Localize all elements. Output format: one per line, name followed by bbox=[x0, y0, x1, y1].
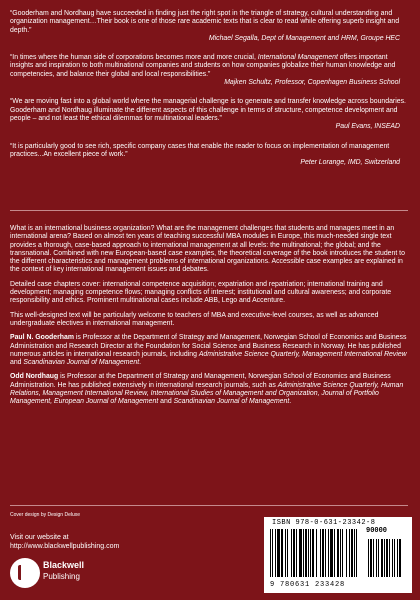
endorsements bbox=[10, 10, 408, 178]
publisher-sub: Publishing bbox=[43, 572, 80, 581]
description-paragraph: Detailed case chapters cover: international competence acquisition; expatriation and repatriation; international training and development; managing competence flows; managing conflicts of interest; institutional and cultural awareness; and corporate responsibility and ethics. Prominent multinational cases include ABB, Lego and Accenture. bbox=[10, 280, 392, 305]
quote-text: “Gooderham and Nordhaug have succeeded in finding just the right spot in the triangle of strategy, cultural understanding and organization management…Their book is one of those rare academic texts that is clear to read while offering superb insight and depth.” bbox=[10, 10, 400, 34]
barcode-panel bbox=[264, 517, 412, 593]
author-bio-nordhaug: Odd Nordhaug is Professor at the Department of Strategy and Management, Norwegian School of Economics and Business Administration. He has published extensively in international research journals, such as Administrative Science Quarterly, Human Relations, Management International Review, International Studies of Management and Organization, Journal of Portfolio Management, European Journal of Management and Scandinavian Journal of Management. bbox=[10, 373, 404, 406]
website-link[interactable]: http://www.blackwellpublishing.com bbox=[10, 543, 120, 550]
quote-schultz bbox=[10, 54, 408, 87]
description-paragraph: What is an international business organization? What are the management challenges that students and managers meet in an international arena? Based on almost ten years of teaching successful MBA modules in Europe, this much-needed single text provides a thorough, case-based approach to international management at all levels: the multinational; the global; and the transnational. Combined with new European-based case examples, the theoretical coverage of the book introduces the student to the different characteristics and management problems of international organizations. Accessible case examples are explained in the context of key international management issues and debates. bbox=[10, 225, 405, 274]
quote-attribution: Majken Schultz, Professor, Copenhagen Business School bbox=[224, 79, 400, 87]
description-paragraph: This well-designed text will be particularly welcome to teachers of MBA and executive-level courses, as well as advanced undergraduate electives in international management. bbox=[10, 311, 379, 327]
barcode-number: 9 780631 233428 bbox=[270, 581, 346, 589]
visit-label: Visit our website at bbox=[10, 534, 69, 541]
quote-lorange bbox=[10, 143, 408, 168]
quote-attribution: Paul Evans, INSEAD bbox=[335, 123, 400, 131]
barcode-icon bbox=[270, 529, 406, 579]
quote-attribution: Peter Lorange, IMD, Switzerland bbox=[300, 159, 400, 167]
blackwell-logo-icon bbox=[10, 558, 40, 588]
quote-segalla bbox=[10, 10, 408, 43]
divider bbox=[10, 505, 408, 506]
isbn-text: ISBN 978-0-631-23342-8 bbox=[272, 519, 376, 527]
cover-credit: Cover design by Design Deluxe bbox=[10, 512, 81, 518]
publisher-logo bbox=[10, 556, 84, 592]
quote-text: “We are moving fast into a global world where the managerial challenge is to generate and transfer knowledge across boundaries. Gooderham and Nordhaug illuminate the different aspects of this challenge in terms of structure, competence development and people – and not least the ethical dilemmas for multinational leaders.” bbox=[10, 98, 406, 122]
website-notice bbox=[10, 533, 119, 551]
publisher-name: Blackwell bbox=[43, 560, 85, 570]
quote-text: “It is particularly good to see rich, specific company cases that enable the reader to focus on implementation of management practices...An excellent piece of work.” bbox=[10, 142, 390, 158]
quote-attribution: Michael Segalla, Dept of Management and HRM, Groupe HEC bbox=[208, 34, 400, 42]
author-bio-gooderham: Paul N. Gooderham is Professor at the Department of Strategy and Management, Norwegian School of Economics and Business Administration and Research Director at the Foundation for Social Science and Business Research in Norway. He has published numerous articles in international research journals, including Administrative Science Quarterly, Management International Review and Scandinavian Journal of Management. bbox=[10, 334, 407, 367]
price-code: 90000 bbox=[366, 527, 388, 535]
quote-evans bbox=[10, 98, 408, 131]
divider bbox=[10, 210, 408, 211]
quote-text: “In times where the human side of corporations becomes more and more crucial, International Management offers important insights and inspiration to both multinational companies and students on how companies globalize their human knowledge and competencies, and balance their global and local responsibilities.” bbox=[10, 54, 396, 78]
book-description bbox=[10, 225, 408, 413]
